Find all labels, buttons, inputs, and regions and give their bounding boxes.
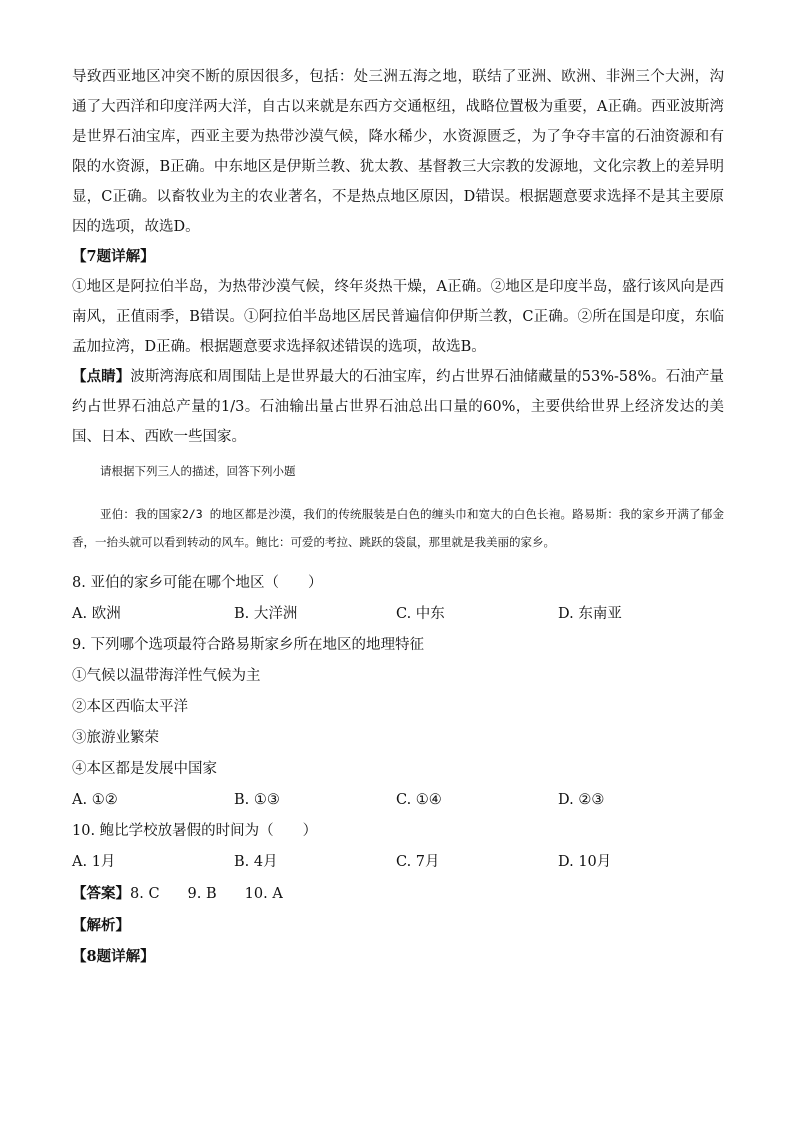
q9-statement-3: ③旅游业繁荣 bbox=[72, 729, 159, 746]
q9-statement-4: ④本区都是发展中国家 bbox=[72, 760, 217, 777]
q10-option-c[interactable]: C. 7月 bbox=[396, 853, 440, 870]
q8-option-b[interactable]: B. 大洋洲 bbox=[234, 605, 298, 622]
question-10-options bbox=[72, 847, 724, 878]
q10-option-d[interactable]: D. 10月 bbox=[558, 853, 612, 870]
q9-statement-2: ②本区西临太平洋 bbox=[72, 698, 188, 715]
answer-heading: 【答案】 bbox=[72, 884, 130, 902]
q9-option-b[interactable]: B. ①③ bbox=[234, 791, 280, 808]
question-9-stem: 9. 下列哪个选项最符合路易斯家乡所在地区的地理特征 bbox=[72, 636, 424, 653]
analysis-heading: 【解析】 bbox=[72, 916, 130, 934]
q8-option-a[interactable]: A. 欧洲 bbox=[72, 605, 121, 622]
tip-text: 波斯湾海底和周围陆上是世界最大的石油宝库，约占世界石油储藏量的53%-58%。石油产量约占世界石油总产量的1/3。石油输出量占世界石油总出口量的60%，主要供给世界上经济发达的美国、日本、西欧一些国家。 bbox=[72, 369, 724, 445]
question-9-options bbox=[72, 785, 724, 816]
detail-q7-heading: 【7题详解】 bbox=[72, 248, 155, 265]
question-8-stem: 8. 亚伯的家乡可能在哪个地区（ ） bbox=[72, 574, 323, 591]
answer-9: 9. B bbox=[187, 885, 217, 902]
question-8-options bbox=[72, 599, 724, 630]
question-10-stem: 10. 鲍比学校放暑假的时间为（ ） bbox=[72, 822, 318, 839]
detail-q8-heading: 【8题详解】 bbox=[72, 947, 155, 965]
explanation-q6: 导致西亚地区冲突不断的原因很多，包括：处三洲五海之地，联结了亚洲、欧洲、非洲三个大洲，沟通了大西洋和印度洋两大洋，自古以来就是东西方交通枢纽，战略位置极为重要，A正确。西亚波斯湾是世界石油宝库，西亚主要为热带沙漠气候，降水稀少，水资源匮乏，为了争夺丰富的石油资源和有限的水资源，B正确。中东地区是伊斯兰教、犹太教、基督教三大宗教的发源地，文化宗教上的差异明显，C正确。以畜牧业为主的农业著名，不是热点地区原因，D错误。根据题意要求选择不是其主要原因的选项，故选D。 bbox=[72, 69, 724, 235]
tip-block bbox=[72, 362, 724, 452]
answer-10: 10. A bbox=[244, 885, 283, 902]
q10-option-a[interactable]: A. 1月 bbox=[72, 853, 116, 870]
q9-option-c[interactable]: C. ①④ bbox=[396, 791, 442, 808]
page-content bbox=[72, 62, 724, 972]
q9-statement-1: ①气候以温带海洋性气候为主 bbox=[72, 667, 261, 684]
q9-option-a[interactable]: A. ①② bbox=[72, 791, 118, 808]
group-instruction: 请根据下列三人的描述，回答下列小题 bbox=[100, 464, 296, 478]
detail-q7-text: ①地区是阿拉伯半岛，为热带沙漠气候，终年炎热干燥，A正确。②地区是印度半岛，盛行该风向是西南风，正值雨季，B错误。①阿拉伯半岛地区居民普遍信仰伊斯兰教，C正确。②所在国是印度，东临孟加拉湾，D正确。根据题意要求选择叙述错误的选项，故选B。 bbox=[72, 279, 724, 355]
q9-option-d[interactable]: D. ②③ bbox=[558, 791, 605, 808]
q8-option-d[interactable]: D. 东南亚 bbox=[558, 605, 622, 622]
answer-line bbox=[72, 878, 724, 910]
tip-heading: 【点睛】 bbox=[72, 368, 131, 385]
q8-option-c[interactable]: C. 中东 bbox=[396, 605, 445, 622]
q10-option-b[interactable]: B. 4月 bbox=[234, 853, 278, 870]
answer-8: 8. C bbox=[130, 885, 160, 902]
reading-passage: 亚伯：我的国家2/3 的地区都是沙漠，我们的传统服装是白色的缠头巾和宽大的白色长袍。路易斯：我的家乡开满了郁金香，一抬头就可以看到转动的风车。鲍比：可爱的考拉、跳跃的袋鼠，那里就是我美丽的家乡。 bbox=[72, 507, 724, 549]
